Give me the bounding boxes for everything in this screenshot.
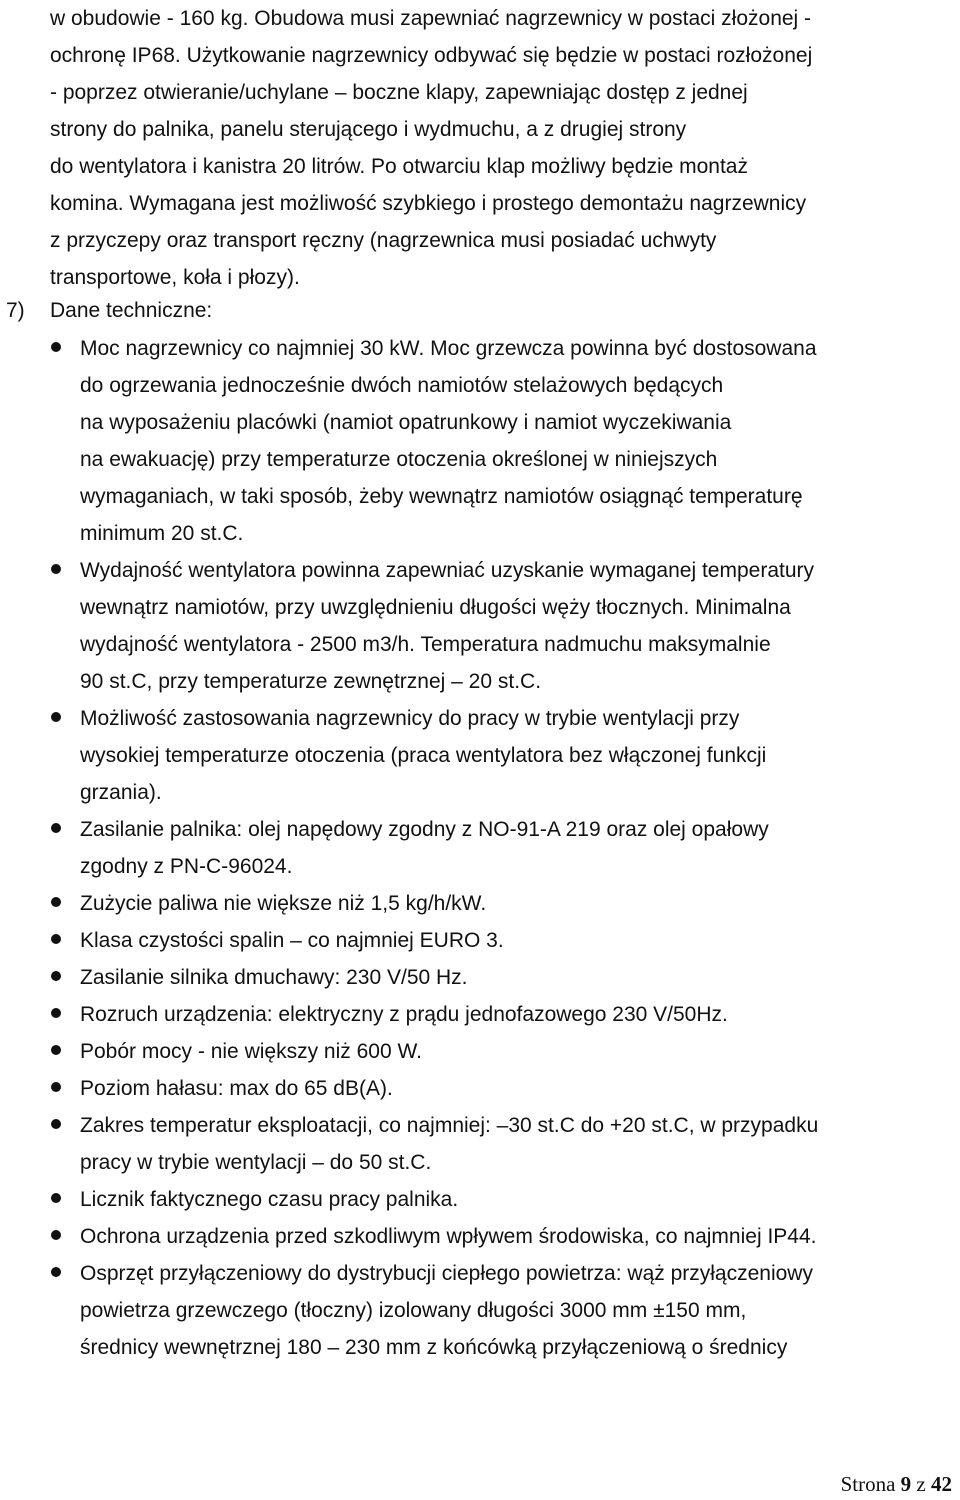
list-item [80, 811, 958, 885]
technical-data-list [80, 330, 958, 1366]
bullet-icon [51, 342, 61, 352]
intro-line: ochronę IP68. Użytkowanie nagrzewnicy odbywać się będzie w postaci rozłożonej [50, 44, 813, 67]
list-item [80, 1218, 958, 1255]
intro-line: transportowe, koła i płozy). [50, 266, 300, 289]
page-footer [841, 1472, 952, 1497]
bullet-icon [51, 564, 61, 574]
bullet-icon [51, 1119, 61, 1129]
bullet-icon [51, 1267, 61, 1277]
list-item-text: Osprzęt przyłączeniowy do dystrybucji ciepłego powietrza: wąż przyłączeniowy powietrza grzewczego (tłoczny) izolowany długości 3000 mm ±150 mm, średnicy wewnętrznej 180 – 230 mm z końcówką przyłączeniową o średnicy [80, 1262, 813, 1359]
list-item [80, 1033, 958, 1070]
list-item-text: Zasilanie silnika dmuchawy: 230 V/50 Hz. [80, 966, 468, 989]
list-item-text: Moc nagrzewnicy co najmniej 30 kW. Moc grzewcza powinna być dostosowana do ogrzewania jednocześnie dwóch namiotów stelażowych będących na wyposażeniu placówki (namiot opatrunkowy i namiot wyczekiwania na ewakuację) przy temperaturze otoczenia określonej w niniejszych wymaganiach, w taki sposób, żeby wewnątrz namiotów osiągnąć temperaturę minimum 20 st.C. [80, 337, 817, 545]
page-separator: z [916, 1472, 926, 1496]
list-item [80, 1107, 958, 1181]
list-item [80, 552, 958, 700]
section-number: 7) [6, 299, 25, 322]
list-item-text: Wydajność wentylatora powinna zapewniać uzyskanie wymaganej temperatury wewnątrz namiotów, przy uwzględnieniu długości węży tłocznych. Minimalna wydajność wentylatora - 2500 m3/h. Temperatura nadmuchu maksymalnie 90 st.C, przy temperaturze zewnętrznej – 20 st.C. [80, 559, 815, 693]
page-number: 9 [900, 1472, 912, 1496]
list-item [80, 1255, 958, 1366]
intro-line: z przyczepy oraz transport ręczny (nagrzewnica musi posiadać uchwyty [50, 229, 717, 252]
bullet-icon [51, 1008, 61, 1018]
intro-paragraph [50, 0, 958, 296]
list-item [80, 1181, 958, 1218]
intro-line: do wentylatora i kanistra 20 litrów. Po otwarciu klap możliwy będzie montaż [50, 155, 748, 178]
intro-line: w obudowie - 160 kg. Obudowa musi zapewniać nagrzewnicy w postaci złożonej - [50, 7, 812, 30]
list-item-text: Możliwość zastosowania nagrzewnicy do pracy w trybie wentylacji przy wysokiej temperaturze otoczenia (praca wentylatora bez włączonej funkcji grzania). [80, 707, 767, 804]
intro-line: komina. Wymagana jest możliwość szybkiego i prostego demontażu nagrzewnicy [50, 192, 807, 215]
list-item-text: Zasilanie palnika: olej napędowy zgodny z NO-91-A 219 oraz olej opałowy zgodny z PN-C-96024. [80, 818, 769, 878]
list-item-text: Zakres temperatur eksploatacji, co najmniej: –30 st.C do +20 st.C, w przypadku pracy w trybie wentylacji – do 50 st.C. [80, 1114, 819, 1174]
list-item [80, 700, 958, 811]
bullet-icon [51, 1230, 61, 1240]
page-label: Strona [840, 1472, 896, 1496]
list-item-text: Licznik faktycznego czasu pracy palnika. [80, 1188, 459, 1211]
list-item-text: Ochrona urządzenia przed szkodliwym wpływem środowiska, co najmniej IP44. [80, 1225, 817, 1248]
list-item [80, 885, 958, 922]
page-total: 42 [931, 1472, 952, 1496]
list-item [80, 1070, 958, 1107]
list-item-text: Pobór mocy - nie większy niż 600 W. [80, 1040, 422, 1063]
list-item [80, 922, 958, 959]
list-item-text: Zużycie paliwa nie większe niż 1,5 kg/h/kW. [80, 892, 487, 915]
bullet-icon [51, 934, 61, 944]
bullet-icon [51, 971, 61, 981]
list-item-text: Klasa czystości spalin – co najmniej EURO 3. [80, 929, 504, 952]
list-item [80, 330, 958, 552]
bullet-icon [51, 1082, 61, 1092]
list-item-text: Rozruch urządzenia: elektryczny z prądu jednofazowego 230 V/50Hz. [80, 1003, 728, 1026]
list-item [80, 959, 958, 996]
bullet-icon [51, 897, 61, 907]
intro-line: strony do palnika, panelu sterującego i wydmuchu, a z drugiej strony [50, 118, 687, 141]
section-title: Dane techniczne: [50, 299, 213, 322]
list-item-text: Poziom hałasu: max do 65 dB(A). [80, 1077, 393, 1100]
bullet-icon [51, 1045, 61, 1055]
bullet-icon [51, 823, 61, 833]
bullet-icon [51, 1193, 61, 1203]
list-item [80, 996, 958, 1033]
bullet-icon [51, 712, 61, 722]
intro-line: - poprzez otwieranie/uchylane – boczne klapy, zapewniając dostęp z jednej [50, 81, 748, 104]
